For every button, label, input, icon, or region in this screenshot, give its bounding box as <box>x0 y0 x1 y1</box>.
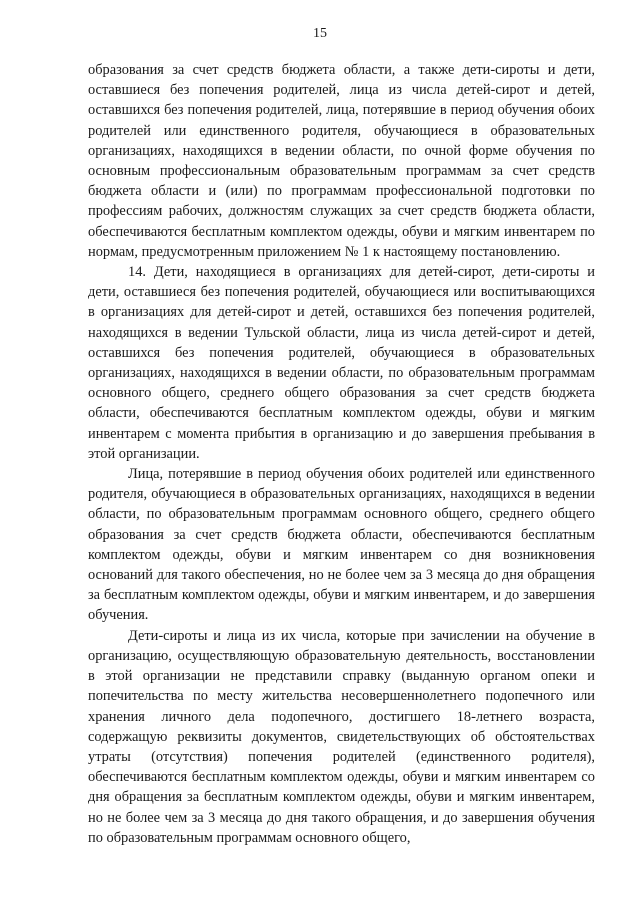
paragraph-orphans-certificate: Дети-сироты и лица из их числа, которые при зачислении на обучение в организацию, осуществляющую образовательную деятельность, восстановлении в этой организации не представили справку (выданную органом опеки и попечительства по месту жительства несовершеннолетнего подопечного или хранения личного дела подопечного, достигшего 18-летнего возраста, содержащую реквизиты документов, свидетельствующих об обстоятельствах утраты (отсутствия) попечения родителей (единственного родителя), обеспечиваются бесплатным комплектом одежды, обуви и мягким инвентарем со дня обращения за бесплатным комплектом одежды, обуви и мягким инвентарем, но не более чем за 3 месяца до дня такого обращения, и до завершения обучения по образовательным программам основного общего, <box>88 627 595 846</box>
paragraph-item-14: 14. Дети, находящиеся в организациях для детей-сирот, дети-сироты и дети, оставшиеся без попечения родителей, обучающиеся или воспитывающихся в организациях для детей-сирот и детей, оставшихся без попечения родителей, находящихся в ведении Тульской области, лица из числа детей-сирот и детей, оставшихся без попечения родителей, обучающиеся в образовательных организациях, находящихся в ведении области, по образовательным программам основного общего, среднего общего образования за счет средств бюджета области, обеспечиваются бесплатным комплектом одежды, обуви и мягким инвентарем с момента прибытия в организацию и до завершения пребывания в этой организации. <box>88 264 595 462</box>
page-number: 15 <box>313 26 327 41</box>
paragraph-persons-lost-parents: Лица, потерявшие в период обучения обоих родителей или единственного родителя, обучающиеся в образовательных организациях, находящихся в ведении области, по образовательным программам основного общего, среднего общего образования за счет средств бюджета области, обеспечиваются бесплатным комплектом одежды, обуви и мягким инвентарем со дня возникновения оснований для такого обеспечения, но не более чем за 3 месяца до дня обращения за бесплатным комплектом одежды, обуви и мягким инвентарем, и до завершения обучения. <box>88 466 595 624</box>
body-text <box>88 60 595 848</box>
paragraph-continued: образования за счет средств бюджета области, а также дети-сироты и дети, оставшиеся без попечения родителей, лица из числа детей-сирот и детей, оставшихся без попечения родителей, лица, потерявшие в период обучения обоих родителей или единственного родителя, обучающиеся в образовательных организациях, находящихся в ведении области, по очной форме обучения по основным профессиональным образовательным программам за счет средств бюджета области и (или) по программам профессиональной подготовки по профессиям рабочих, должностям служащих за счет средств бюджета области, обеспечиваются бесплатным комплектом одежды, обуви и мягким инвентарем по нормам, предусмотренным приложением № 1 к настоящему постановлению. <box>88 62 595 260</box>
